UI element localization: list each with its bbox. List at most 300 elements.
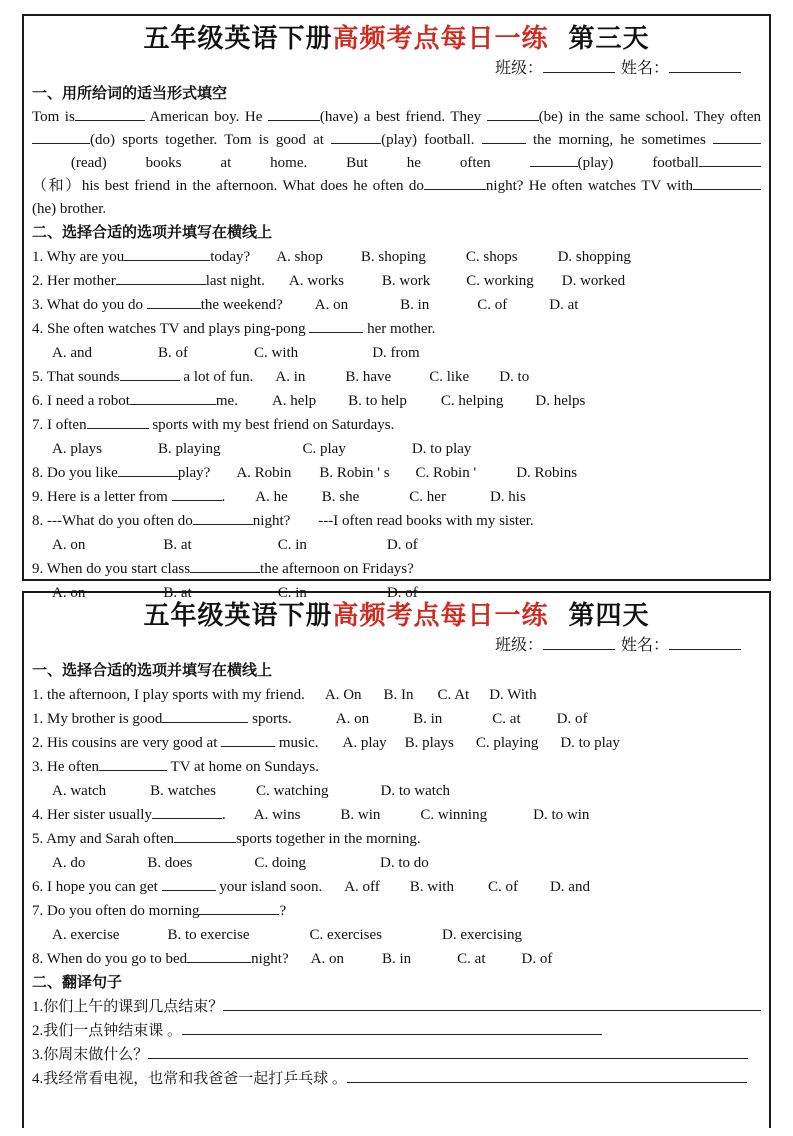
text-run: play? xyxy=(177,465,211,481)
text-run: A. in xyxy=(275,369,306,385)
section-heading: 一、选择合适的选项并填写在横线上 xyxy=(32,663,273,679)
spacer xyxy=(298,356,372,357)
text-run: ? xyxy=(279,903,287,919)
text-run: B. In xyxy=(383,687,414,703)
blank-underline xyxy=(182,1020,602,1035)
question-line xyxy=(32,269,761,293)
class-blank xyxy=(543,635,615,650)
text-run: the morning, he sometimes xyxy=(525,132,713,148)
name-blank xyxy=(669,635,741,650)
text-run: C. like xyxy=(429,369,470,385)
text-run: C. in xyxy=(277,537,307,553)
question-line xyxy=(32,731,761,755)
spacer xyxy=(380,890,410,891)
spacer xyxy=(188,356,254,357)
text-run: D. from xyxy=(372,345,420,361)
blank-underline xyxy=(32,129,90,144)
text-run: B. in xyxy=(381,951,412,967)
text-run: A. on xyxy=(314,297,349,313)
spacer xyxy=(323,260,361,261)
question-line xyxy=(32,707,761,731)
question-line xyxy=(32,245,761,269)
text-run: 9. Here is a letter from xyxy=(32,489,172,505)
text-run: me. xyxy=(215,393,238,409)
spacer xyxy=(238,404,272,405)
blank-underline xyxy=(530,152,578,167)
text-run: night? He often watches TV with xyxy=(485,178,693,194)
spacer xyxy=(534,284,562,285)
text-run: American boy. He xyxy=(144,109,268,125)
text-run: night? xyxy=(252,513,291,529)
text-run: C. Robin ' xyxy=(415,465,477,481)
blank-underline xyxy=(693,175,761,190)
spacer xyxy=(426,260,466,261)
blank-underline xyxy=(118,462,178,477)
text-run: the afternoon on Fridays? xyxy=(260,561,414,577)
spacer xyxy=(225,500,255,501)
text-run: D. to play xyxy=(411,441,472,457)
text-run: 8. When do you go to bed xyxy=(32,951,188,967)
text-run: D. worked xyxy=(561,273,626,289)
text-run: C. her xyxy=(409,489,446,505)
question-line xyxy=(32,755,761,779)
text-run: sports. xyxy=(248,711,292,727)
option-line xyxy=(32,533,761,557)
text-run: 5. Amy and Sarah often xyxy=(32,831,175,847)
text-run: D. With xyxy=(489,687,537,703)
text-run: A. Robin xyxy=(236,465,292,481)
spacer xyxy=(469,698,489,699)
text-run: D. and xyxy=(549,879,590,895)
spacer xyxy=(300,818,340,819)
blank-underline xyxy=(487,106,539,121)
blank-underline xyxy=(190,558,260,573)
spacer xyxy=(344,284,382,285)
text-run: B. to help xyxy=(348,393,407,409)
spacer xyxy=(518,890,550,891)
blank-underline xyxy=(699,152,761,167)
class-blank xyxy=(543,58,615,73)
text-run: C. play xyxy=(302,441,346,457)
text-run: A. shop xyxy=(276,249,323,265)
text-run: (read) books at home. But he often xyxy=(32,155,530,171)
text-run: A. off xyxy=(344,879,380,895)
text-run: 4. She often watches TV and plays ping-pong xyxy=(32,321,310,337)
spacer xyxy=(292,722,336,723)
spacer xyxy=(503,404,535,405)
text-run: ---I often read books with my sister. xyxy=(318,513,534,529)
spacer xyxy=(429,308,477,309)
question-line xyxy=(32,365,761,389)
spacer xyxy=(291,476,319,477)
text-run: D. his xyxy=(489,489,526,505)
question-line xyxy=(32,803,761,827)
spacer xyxy=(538,746,560,747)
text-run: D. of xyxy=(386,585,418,601)
spacer xyxy=(469,380,499,381)
spacer xyxy=(387,746,405,747)
text-run: C. at xyxy=(457,951,486,967)
text-run: B. plays xyxy=(404,735,454,751)
spacer xyxy=(507,308,549,309)
spacer xyxy=(192,596,278,597)
blank-underline xyxy=(482,129,526,144)
blank-underline xyxy=(87,414,149,429)
question-area-day3 xyxy=(32,82,761,605)
spacer xyxy=(290,524,318,525)
text-run: A. he xyxy=(255,489,288,505)
spacer xyxy=(486,962,522,963)
section-heading: 二、选择合适的选项并填写在横线上 xyxy=(32,225,273,241)
spacer xyxy=(85,548,163,549)
text-run: TV at home on Sundays. xyxy=(167,759,320,775)
spacer xyxy=(307,548,387,549)
text-run: B. in xyxy=(400,297,430,313)
question-line xyxy=(32,683,761,707)
blank-underline xyxy=(268,106,320,121)
text-run: A. on xyxy=(52,585,86,601)
text-run: last night. xyxy=(205,273,265,289)
blank-underline xyxy=(148,1044,748,1059)
spacer xyxy=(322,890,344,891)
question-line xyxy=(32,947,761,971)
option-line xyxy=(32,923,761,947)
text-run: C. helping xyxy=(440,393,504,409)
text-run: C. with xyxy=(254,345,299,361)
text-run: A. help xyxy=(271,393,317,409)
text-run: D. Robins xyxy=(516,465,578,481)
spacer xyxy=(85,596,163,597)
text-run: B. of xyxy=(158,345,188,361)
spacer xyxy=(414,698,438,699)
text-run: 3. What do you do xyxy=(32,297,147,313)
text-run: (be) in the same school. They often xyxy=(538,109,761,125)
option-line xyxy=(32,437,761,461)
question-line xyxy=(32,875,761,899)
text-run: C. watching xyxy=(255,783,329,799)
text-run: C. working xyxy=(466,273,534,289)
text-run: A. exercise xyxy=(52,927,120,943)
spacer xyxy=(305,698,325,699)
text-run: 3.你周末做什么？ xyxy=(32,1047,149,1063)
text-run: (have) a best friend. They xyxy=(319,109,487,125)
spacer xyxy=(119,938,167,939)
spacer xyxy=(192,548,278,549)
spacer xyxy=(306,866,380,867)
text-run: B. playing xyxy=(158,441,221,457)
spacer xyxy=(106,794,150,795)
spacer xyxy=(380,818,420,819)
spacer xyxy=(454,746,476,747)
spacer xyxy=(253,380,275,381)
text-run: D. to play xyxy=(560,735,620,751)
spacer xyxy=(346,452,412,453)
text-run: B. Robin ' s xyxy=(319,465,390,481)
blank-underline xyxy=(193,510,253,525)
blank-underline xyxy=(162,708,248,723)
text-run: (do) sports together. Tom is good at xyxy=(90,132,332,148)
text-run: A. plays xyxy=(52,441,102,457)
blank-underline xyxy=(120,366,180,381)
spacer xyxy=(344,962,382,963)
spacer xyxy=(102,452,158,453)
text-run: 9. When do you start class xyxy=(32,561,191,577)
name-label: 姓名： xyxy=(620,637,669,654)
text-run: C. shops xyxy=(465,249,518,265)
spacer xyxy=(221,452,303,453)
text-run: A. On xyxy=(324,687,362,703)
text-run: the weekend? xyxy=(200,297,283,313)
text-run: D. of xyxy=(521,951,553,967)
text-run: your island soon. xyxy=(215,879,323,895)
text-run: C. At xyxy=(437,687,470,703)
section-heading: 一、用所给词的适当形式填空 xyxy=(32,86,228,102)
question-line xyxy=(32,1067,761,1091)
text-run: A. on xyxy=(335,711,370,727)
text-run: A. play xyxy=(342,735,387,751)
class-name-line xyxy=(32,633,761,659)
question-line xyxy=(32,485,761,509)
text-run: 1. My brother is good xyxy=(32,711,163,727)
text-run: 4.我经常看电视，也常和我爸爸一起打乒乓球 。 xyxy=(32,1071,348,1087)
blank-underline xyxy=(162,876,216,891)
text-run: 2. Her mother xyxy=(32,273,116,289)
text-run: 8. ---What do you often do xyxy=(32,513,193,529)
title-highlight: 高频考点每日一练 xyxy=(332,601,549,630)
text-run: C. winning xyxy=(420,807,488,823)
spacer xyxy=(305,380,345,381)
text-run: (play) football. xyxy=(381,132,482,148)
spacer xyxy=(442,722,492,723)
text-run: night? xyxy=(251,951,289,967)
blank-underline xyxy=(152,804,222,819)
blank-underline xyxy=(221,732,275,747)
blank-underline xyxy=(147,294,201,309)
text-run: 3. He often xyxy=(32,759,100,775)
blank-underline xyxy=(223,996,761,1011)
text-run: B. work xyxy=(381,273,431,289)
sheet-title xyxy=(32,22,761,56)
blank-underline xyxy=(130,390,216,405)
spacer xyxy=(518,260,558,261)
text-run: B. she xyxy=(321,489,360,505)
text-run: A. on xyxy=(52,537,86,553)
text-run: C. of xyxy=(487,879,518,895)
text-run: sports together in the morning. xyxy=(236,831,421,847)
question-line xyxy=(32,461,761,485)
question-line xyxy=(32,413,761,437)
text-run: a lot of fun. xyxy=(179,369,254,385)
blank-underline xyxy=(116,270,206,285)
text-run: her mother. xyxy=(363,321,436,337)
spacer xyxy=(250,260,276,261)
blank-underline xyxy=(75,106,145,121)
title-prefix: 五年级英语下册 xyxy=(143,24,333,53)
text-run: 6. I need a robot xyxy=(32,393,130,409)
text-run: B. win xyxy=(340,807,381,823)
question-line xyxy=(32,509,761,533)
spacer xyxy=(328,794,380,795)
spacer xyxy=(369,722,413,723)
question-line xyxy=(32,1043,761,1067)
text-run: D. to xyxy=(499,369,530,385)
text-run: . xyxy=(221,807,226,823)
text-run: 7. I often xyxy=(32,417,87,433)
paragraph xyxy=(32,106,761,221)
text-run: （和）his best friend in the afternoon. What does he often do xyxy=(32,178,424,194)
text-run: B. shoping xyxy=(360,249,426,265)
class-label: 班级： xyxy=(494,637,543,654)
text-run: 2.我们一点钟结束课 。 xyxy=(32,1023,183,1039)
question-line xyxy=(32,995,761,1019)
text-run: (he) brother. xyxy=(32,201,107,217)
spacer xyxy=(265,284,289,285)
text-run: D. shopping xyxy=(557,249,631,265)
spacer xyxy=(289,962,311,963)
spacer xyxy=(362,698,384,699)
text-run: B. at xyxy=(163,537,192,553)
blank-underline xyxy=(99,756,167,771)
text-run: 7. Do you often do morning xyxy=(32,903,200,919)
spacer xyxy=(454,890,488,891)
text-run: (play) football xyxy=(577,155,699,171)
title-prefix: 五年级英语下册 xyxy=(143,601,333,630)
text-run: B. with xyxy=(409,879,454,895)
text-run: B. have xyxy=(345,369,392,385)
text-run: A. works xyxy=(288,273,344,289)
spacer xyxy=(476,476,516,477)
blank-underline xyxy=(172,486,222,501)
spacer xyxy=(390,476,416,477)
spacer xyxy=(359,500,409,501)
spacer xyxy=(382,938,442,939)
spacer xyxy=(216,794,256,795)
spacer xyxy=(288,500,322,501)
spacer xyxy=(210,476,236,477)
text-run: today? xyxy=(210,249,251,265)
text-run: sports with my best friend on Saturdays. xyxy=(148,417,395,433)
text-run: Tom is xyxy=(32,109,75,125)
text-run: B. watches xyxy=(150,783,216,799)
option-line xyxy=(32,851,761,875)
spacer xyxy=(430,284,466,285)
text-run: A. do xyxy=(52,855,86,871)
spacer xyxy=(307,596,387,597)
question-line xyxy=(32,899,761,923)
option-line xyxy=(32,779,761,803)
option-line xyxy=(32,341,761,365)
question-line xyxy=(32,557,761,581)
text-run: B. at xyxy=(163,585,192,601)
blank-underline xyxy=(199,900,279,915)
text-run: A. watch xyxy=(52,783,107,799)
question-line xyxy=(32,827,761,851)
blank-underline xyxy=(124,246,210,261)
text-run: . xyxy=(221,489,226,505)
spacer xyxy=(226,818,254,819)
name-label: 姓名： xyxy=(620,60,669,77)
text-run: B. to exercise xyxy=(167,927,250,943)
text-run: D. helps xyxy=(535,393,586,409)
text-run: C. playing xyxy=(475,735,539,751)
spacer xyxy=(92,356,158,357)
blank-underline xyxy=(174,828,236,843)
worksheet-day3 xyxy=(22,14,771,601)
text-run: D. of xyxy=(386,537,418,553)
spacer xyxy=(487,818,533,819)
text-run: music. xyxy=(275,735,319,751)
spacer xyxy=(192,866,254,867)
text-run: D. at xyxy=(549,297,579,313)
title-highlight: 高频考点每日一练 xyxy=(332,24,549,53)
text-run: 2. His cousins are very good at xyxy=(32,735,222,751)
spacer xyxy=(348,308,400,309)
question-line xyxy=(32,389,761,413)
text-run: 1.你们上午的课到几点结束？ xyxy=(32,999,224,1015)
spacer xyxy=(411,962,457,963)
spacer xyxy=(85,866,147,867)
question-area-day4 xyxy=(32,659,761,1091)
spacer xyxy=(391,380,429,381)
class-label: 班级： xyxy=(494,60,543,77)
blank-underline xyxy=(331,129,381,144)
class-name-line xyxy=(32,56,761,82)
question-line xyxy=(32,317,761,341)
title-day: 第四天 xyxy=(568,601,650,630)
text-run: C. exercises xyxy=(309,927,383,943)
blank-underline xyxy=(424,175,486,190)
text-run: C. in xyxy=(277,585,307,601)
blank-underline xyxy=(187,948,251,963)
text-run: D. to watch xyxy=(380,783,451,799)
text-run: B. in xyxy=(413,711,443,727)
worksheet-document xyxy=(0,14,793,1136)
text-run: 8. Do you like xyxy=(32,465,118,481)
text-run: 4. Her sister usually xyxy=(32,807,152,823)
text-run: D. of xyxy=(556,711,588,727)
text-run: A. on xyxy=(310,951,344,967)
text-run: 6. I hope you can get xyxy=(32,879,162,895)
worksheet-day4 xyxy=(22,591,771,1128)
text-run: C. of xyxy=(477,297,508,313)
name-blank xyxy=(669,58,741,73)
blank-underline xyxy=(309,318,363,333)
text-run: A. and xyxy=(52,345,92,361)
question-line xyxy=(32,293,761,317)
text-run: C. at xyxy=(492,711,521,727)
section-heading: 二、翻译句子 xyxy=(32,975,123,991)
text-run: C. doing xyxy=(254,855,307,871)
text-run: D. to win xyxy=(533,807,590,823)
text-run: 1. the afternoon, I play sports with my friend. xyxy=(32,687,305,703)
text-run: D. to do xyxy=(380,855,429,871)
spacer xyxy=(283,308,315,309)
blank-underline xyxy=(347,1068,747,1083)
spacer xyxy=(250,938,310,939)
text-run: 5. That sounds xyxy=(32,369,120,385)
spacer xyxy=(521,722,557,723)
blank-underline xyxy=(713,129,761,144)
text-run: D. exercising xyxy=(442,927,522,943)
question-line xyxy=(32,1019,761,1043)
spacer xyxy=(316,404,348,405)
text-run: 1. Why are you xyxy=(32,249,125,265)
text-run: B. does xyxy=(147,855,193,871)
spacer xyxy=(318,746,342,747)
spacer xyxy=(407,404,441,405)
title-day: 第三天 xyxy=(568,24,650,53)
text-run: A. wins xyxy=(253,807,301,823)
